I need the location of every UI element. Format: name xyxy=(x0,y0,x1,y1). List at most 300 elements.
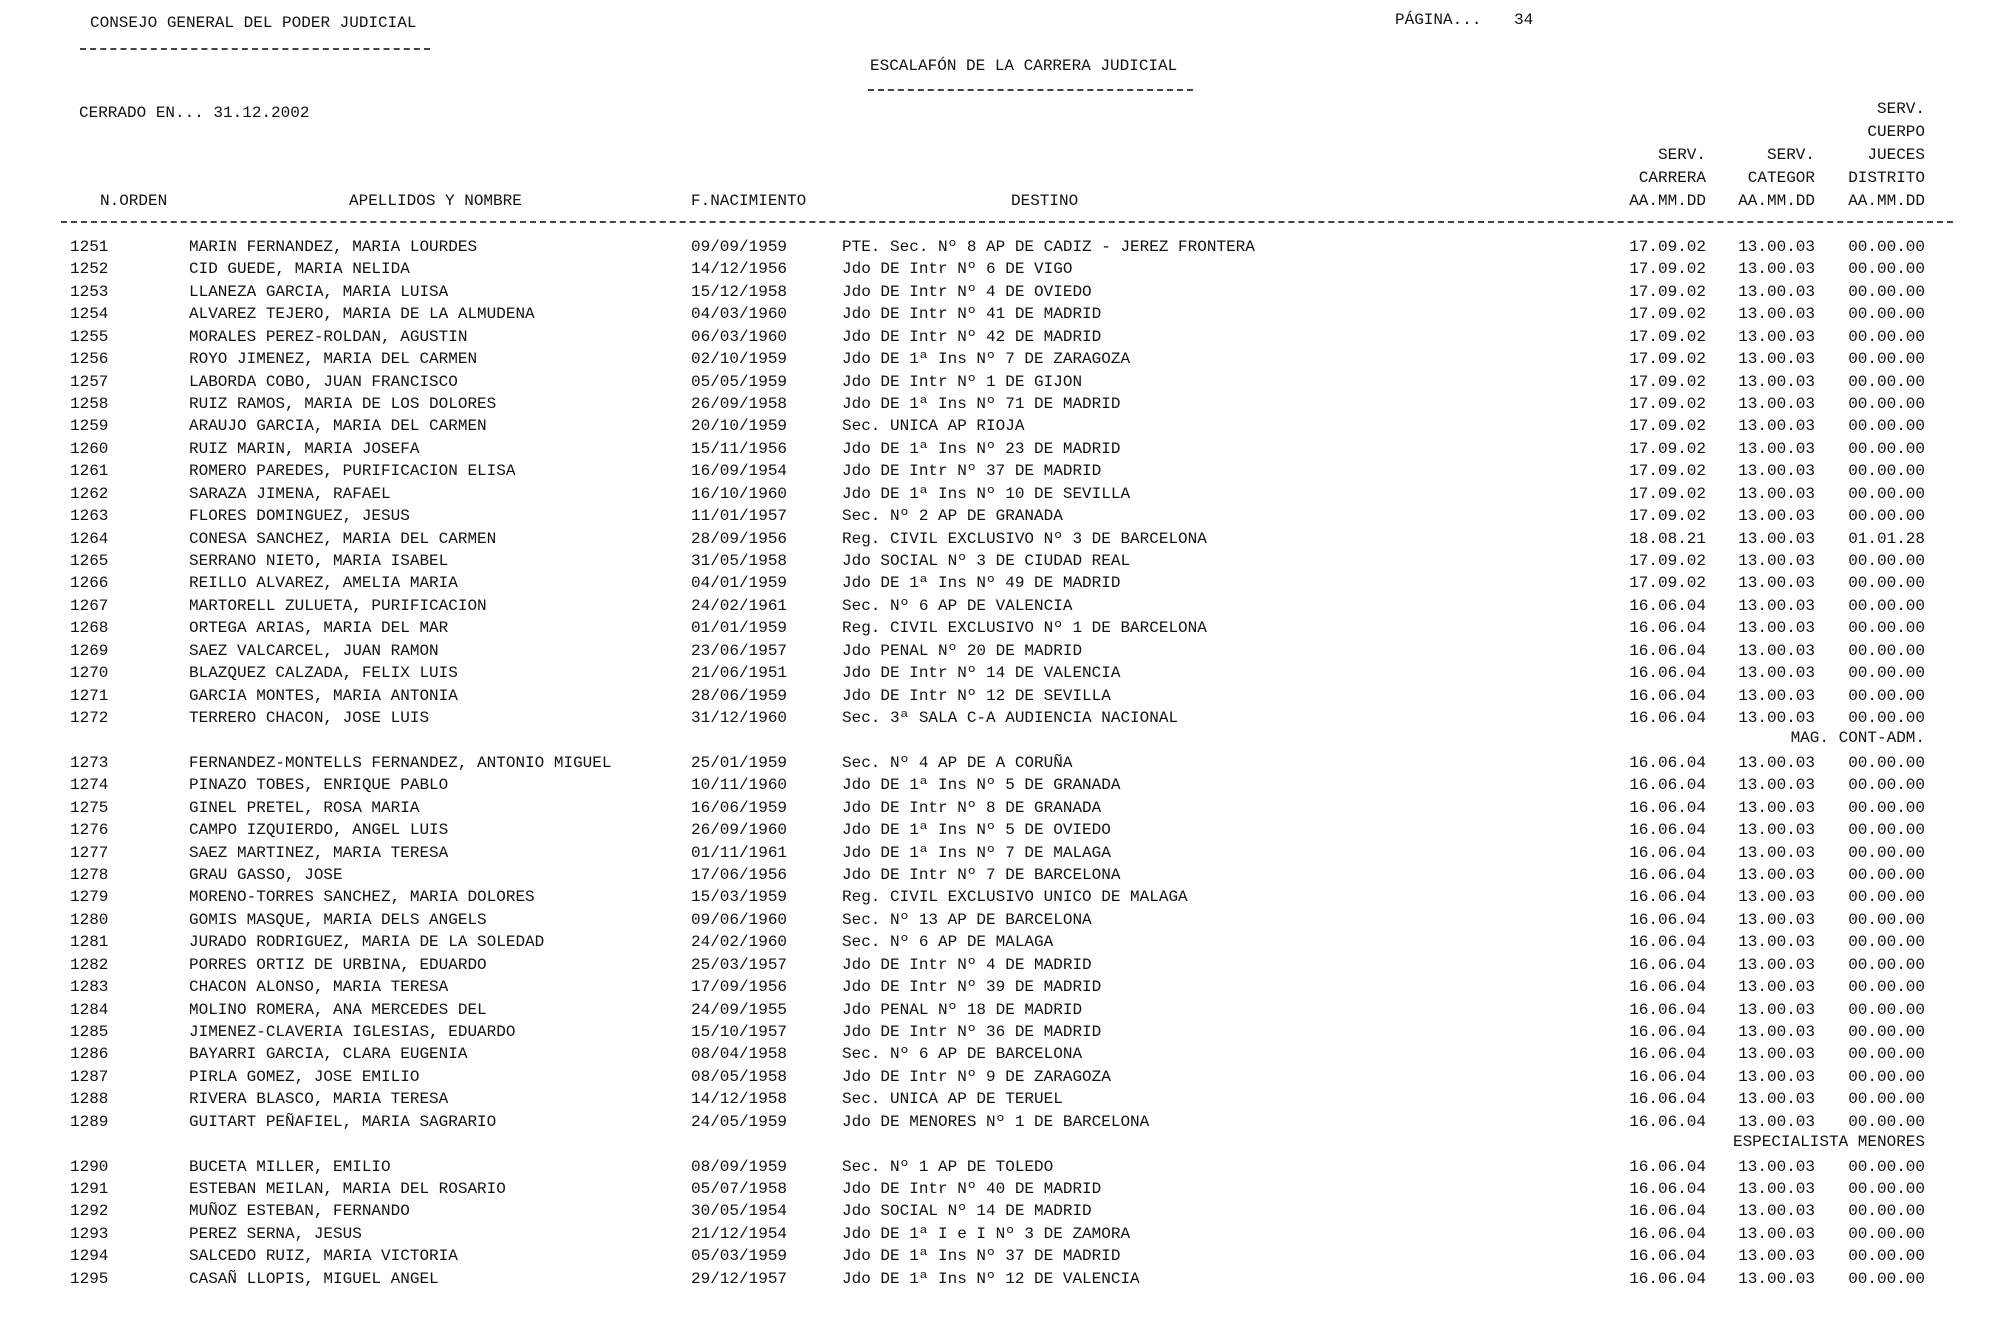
cell-serv-carrera: 17.09.02 xyxy=(1629,238,1706,256)
cell-serv-carrera: 16.06.04 xyxy=(1629,910,1706,929)
cell-orden: 1279 xyxy=(70,888,109,907)
page-number: 34 xyxy=(1514,11,1534,29)
cell-destino: Sec. UNICA AP RIOJA xyxy=(842,417,1025,436)
cell-serv-categor: 13.00.03 xyxy=(1738,574,1815,593)
cell-nombre: RUIZ MARIN, MARIA JOSEFA xyxy=(189,439,420,458)
cell-nacimiento: 15/12/1958 xyxy=(691,282,788,301)
cell-nacimiento: 28/06/1959 xyxy=(691,686,788,705)
header-categor-2: CATEGOR xyxy=(1747,169,1815,187)
cell-nombre: MARTORELL ZULUETA, PURIFICACION xyxy=(189,596,487,615)
cell-serv-distrito: 00.00.00 xyxy=(1848,910,1925,929)
cell-serv-distrito: 00.00.00 xyxy=(1848,1000,1925,1019)
cell-serv-distrito: 00.00.00 xyxy=(1848,305,1925,324)
cell-orden: 1292 xyxy=(70,1202,109,1221)
cell-nacimiento: 14/12/1958 xyxy=(691,1090,788,1109)
cell-serv-carrera: 16.06.04 xyxy=(1629,1045,1706,1064)
cell-orden: 1258 xyxy=(70,395,109,413)
cell-serv-categor: 13.00.03 xyxy=(1738,1045,1815,1064)
header-carrera-2: CARRERA xyxy=(1638,169,1706,187)
cell-nombre: ROYO JIMENEZ, MARIA DEL CARMEN xyxy=(189,350,478,369)
cell-nombre: SERRANO NIETO, MARIA ISABEL xyxy=(189,552,449,571)
cell-nombre: GINEL PRETEL, ROSA MARIA xyxy=(189,798,420,817)
cell-orden: 1276 xyxy=(70,821,109,840)
cell-orden: 1261 xyxy=(70,462,109,481)
cell-serv-distrito: 00.00.00 xyxy=(1848,1090,1925,1109)
cell-serv-carrera: 16.06.04 xyxy=(1629,1112,1706,1131)
header-distrito-3: JUECES xyxy=(1867,146,1925,164)
cell-nombre: RUIZ RAMOS, MARIA DE LOS DOLORES xyxy=(189,395,497,413)
table-row xyxy=(0,438,2000,460)
table-row xyxy=(0,640,2000,662)
table-row xyxy=(0,1066,2000,1088)
cell-nacimiento: 14/12/1956 xyxy=(691,260,788,279)
cell-nombre: CID GUEDE, MARIA NELIDA xyxy=(189,260,410,279)
cell-serv-carrera: 16.06.04 xyxy=(1629,686,1706,705)
cell-serv-distrito: 00.00.00 xyxy=(1848,1023,1925,1042)
cell-serv-categor: 13.00.03 xyxy=(1738,350,1815,369)
row-note: ESPECIALISTA MENORES xyxy=(1732,1133,1925,1152)
table-row xyxy=(0,1200,2000,1222)
table-row xyxy=(0,1268,2000,1290)
cell-serv-carrera: 16.06.04 xyxy=(1629,709,1706,728)
cell-destino: Jdo DE 1ª Ins Nº 71 DE MADRID xyxy=(842,395,1121,413)
cell-destino: Jdo DE Intr Nº 4 DE OVIEDO xyxy=(842,282,1092,301)
cell-nombre: SAEZ MARTINEZ, MARIA TERESA xyxy=(189,843,449,862)
cell-nombre: TERRERO CHACON, JOSE LUIS xyxy=(189,709,430,728)
cell-destino: Jdo DE 1ª Ins Nº 7 DE ZARAGOZA xyxy=(842,350,1131,369)
cell-serv-carrera: 16.06.04 xyxy=(1629,1157,1706,1176)
cell-serv-categor: 13.00.03 xyxy=(1738,395,1815,413)
cell-destino: Jdo DE Intr Nº 9 DE ZARAGOZA xyxy=(842,1067,1111,1086)
cell-nombre: ORTEGA ARIAS, MARIA DEL MAR xyxy=(189,619,449,638)
cell-orden: 1265 xyxy=(70,552,109,571)
table-row xyxy=(0,864,2000,886)
cell-serv-carrera: 17.09.02 xyxy=(1629,305,1706,324)
cell-destino: Jdo DE Intr Nº 42 DE MADRID xyxy=(842,327,1102,346)
cell-destino: Sec. Nº 13 AP DE BARCELONA xyxy=(842,910,1092,929)
cell-destino: Jdo DE 1ª Ins Nº 12 DE VALENCIA xyxy=(842,1269,1140,1288)
cell-serv-carrera: 16.06.04 xyxy=(1629,1180,1706,1199)
cell-orden: 1260 xyxy=(70,439,109,458)
cell-serv-categor: 13.00.03 xyxy=(1738,596,1815,615)
cell-serv-categor: 13.00.03 xyxy=(1738,327,1815,346)
cell-destino: Jdo DE Intr Nº 40 DE MADRID xyxy=(842,1180,1102,1199)
cell-serv-carrera: 17.09.02 xyxy=(1629,282,1706,301)
cell-serv-distrito: 00.00.00 xyxy=(1848,282,1925,301)
cell-destino: Jdo DE Intr Nº 36 DE MADRID xyxy=(842,1023,1102,1042)
cell-nacimiento: 05/07/1958 xyxy=(691,1180,788,1199)
cell-nacimiento: 01/11/1961 xyxy=(691,843,788,862)
cell-destino: Sec. Nº 6 AP DE VALENCIA xyxy=(842,596,1073,615)
cell-serv-distrito: 00.00.00 xyxy=(1848,1067,1925,1086)
cell-nacimiento: 16/06/1959 xyxy=(691,798,788,817)
table-row xyxy=(0,662,2000,684)
cell-serv-categor: 13.00.03 xyxy=(1738,238,1815,256)
cell-nombre: MORENO-TORRES SANCHEZ, MARIA DOLORES xyxy=(189,888,535,907)
cell-nacimiento: 28/09/1956 xyxy=(691,529,788,548)
cell-orden: 1264 xyxy=(70,529,109,548)
cell-destino: Sec. Nº 2 AP DE GRANADA xyxy=(842,507,1063,526)
cell-destino: Jdo DE Intr Nº 41 DE MADRID xyxy=(842,305,1102,324)
cell-serv-categor: 13.00.03 xyxy=(1738,260,1815,279)
cell-nacimiento: 05/05/1959 xyxy=(691,372,788,391)
header-divider xyxy=(61,221,1953,223)
table-row xyxy=(0,1088,2000,1110)
cell-serv-carrera: 16.06.04 xyxy=(1629,978,1706,997)
cell-orden: 1280 xyxy=(70,910,109,929)
cell-serv-distrito: 00.00.00 xyxy=(1848,462,1925,481)
table-row xyxy=(0,303,2000,325)
cell-nacimiento: 08/04/1958 xyxy=(691,1045,788,1064)
header-categor-3: AA.MM.DD xyxy=(1738,192,1815,210)
table-row xyxy=(0,550,2000,572)
cell-nacimiento: 08/09/1959 xyxy=(691,1157,788,1176)
cell-serv-distrito: 00.00.00 xyxy=(1848,888,1925,907)
cell-nacimiento: 08/05/1958 xyxy=(691,1067,788,1086)
cell-orden: 1290 xyxy=(70,1157,109,1176)
cell-serv-carrera: 17.09.02 xyxy=(1629,462,1706,481)
closed-date: CERRADO EN... 31.12.2002 xyxy=(79,104,310,122)
cell-serv-distrito: 01.01.28 xyxy=(1848,529,1925,548)
header-distrito-4: DISTRITO xyxy=(1848,169,1925,187)
cell-nombre: PINAZO TOBES, ENRIQUE PABLO xyxy=(189,776,449,795)
cell-nombre: MARIN FERNANDEZ, MARIA LOURDES xyxy=(189,238,478,256)
cell-orden: 1291 xyxy=(70,1180,109,1199)
cell-serv-carrera: 16.06.04 xyxy=(1629,776,1706,795)
cell-orden: 1256 xyxy=(70,350,109,369)
table-row xyxy=(0,774,2000,796)
cell-destino: Jdo DE Intr Nº 37 DE MADRID xyxy=(842,462,1102,481)
cell-serv-carrera: 16.06.04 xyxy=(1629,1067,1706,1086)
cell-serv-carrera: 16.06.04 xyxy=(1629,641,1706,660)
cell-nombre: BUCETA MILLER, EMILIO xyxy=(189,1157,391,1176)
cell-nacimiento: 15/11/1956 xyxy=(691,439,788,458)
cell-orden: 1263 xyxy=(70,507,109,526)
cell-serv-carrera: 17.09.02 xyxy=(1629,484,1706,503)
table-row xyxy=(0,1043,2000,1065)
cell-serv-categor: 13.00.03 xyxy=(1738,372,1815,391)
cell-nacimiento: 16/09/1954 xyxy=(691,462,788,481)
cell-serv-categor: 13.00.03 xyxy=(1738,1224,1815,1243)
cell-nombre: SARAZA JIMENA, RAFAEL xyxy=(189,484,391,503)
cell-serv-categor: 13.00.03 xyxy=(1738,305,1815,324)
cell-serv-carrera: 17.09.02 xyxy=(1629,507,1706,526)
cell-nombre: PIRLA GOMEZ, JOSE EMILIO xyxy=(189,1067,420,1086)
cell-nacimiento: 04/01/1959 xyxy=(691,574,788,593)
cell-serv-distrito: 00.00.00 xyxy=(1848,507,1925,526)
cell-serv-distrito: 00.00.00 xyxy=(1848,955,1925,974)
cell-destino: Sec. Nº 1 AP DE TOLEDO xyxy=(842,1157,1054,1176)
cell-serv-categor: 13.00.03 xyxy=(1738,417,1815,436)
cell-serv-distrito: 00.00.00 xyxy=(1848,1247,1925,1266)
cell-nacimiento: 23/06/1957 xyxy=(691,641,788,660)
cell-nombre: FERNANDEZ-MONTELLS FERNANDEZ, ANTONIO MIGUEL xyxy=(189,753,612,772)
cell-orden: 1287 xyxy=(70,1067,109,1086)
cell-orden: 1294 xyxy=(70,1247,109,1266)
cell-orden: 1275 xyxy=(70,798,109,817)
cell-destino: Reg. CIVIL EXCLUSIVO Nº 1 DE BARCELONA xyxy=(842,619,1207,638)
cell-serv-categor: 13.00.03 xyxy=(1738,484,1815,503)
table-row xyxy=(0,505,2000,527)
cell-orden: 1272 xyxy=(70,709,109,728)
cell-orden: 1268 xyxy=(70,619,109,638)
divider xyxy=(868,89,1193,91)
cell-serv-carrera: 17.09.02 xyxy=(1629,327,1706,346)
cell-serv-distrito: 00.00.00 xyxy=(1848,753,1925,772)
cell-nacimiento: 15/10/1957 xyxy=(691,1023,788,1042)
cell-serv-distrito: 00.00.00 xyxy=(1848,866,1925,885)
cell-nacimiento: 29/12/1957 xyxy=(691,1269,788,1288)
cell-serv-carrera: 16.06.04 xyxy=(1629,933,1706,952)
header-nombre: APELLIDOS Y NOMBRE xyxy=(349,192,522,210)
cell-destino: Jdo DE Intr Nº 14 DE VALENCIA xyxy=(842,664,1121,683)
cell-nacimiento: 16/10/1960 xyxy=(691,484,788,503)
cell-serv-categor: 13.00.03 xyxy=(1738,619,1815,638)
cell-serv-categor: 13.00.03 xyxy=(1738,843,1815,862)
table-row xyxy=(0,393,2000,415)
table-row xyxy=(0,528,2000,550)
cell-serv-categor: 13.00.03 xyxy=(1738,1157,1815,1176)
cell-nombre: GUITART PEÑAFIEL, MARIA SAGRARIO xyxy=(189,1112,497,1131)
cell-serv-carrera: 16.06.04 xyxy=(1629,664,1706,683)
cell-orden: 1283 xyxy=(70,978,109,997)
cell-serv-categor: 13.00.03 xyxy=(1738,866,1815,885)
cell-serv-carrera: 17.09.02 xyxy=(1629,439,1706,458)
cell-orden: 1262 xyxy=(70,484,109,503)
cell-nacimiento: 26/09/1958 xyxy=(691,395,788,413)
cell-serv-carrera: 16.06.04 xyxy=(1629,843,1706,862)
cell-nombre: ESTEBAN MEILAN, MARIA DEL ROSARIO xyxy=(189,1180,506,1199)
cell-nacimiento: 26/09/1960 xyxy=(691,821,788,840)
cell-nombre: JURADO RODRIGUEZ, MARIA DE LA SOLEDAD xyxy=(189,933,545,952)
cell-nacimiento: 21/12/1954 xyxy=(691,1224,788,1243)
cell-nacimiento: 10/11/1960 xyxy=(691,776,788,795)
cell-orden: 1281 xyxy=(70,933,109,952)
cell-orden: 1270 xyxy=(70,664,109,683)
cell-serv-distrito: 00.00.00 xyxy=(1848,776,1925,795)
cell-serv-carrera: 17.09.02 xyxy=(1629,574,1706,593)
cell-serv-carrera: 16.06.04 xyxy=(1629,1090,1706,1109)
cell-serv-carrera: 16.06.04 xyxy=(1629,753,1706,772)
cell-nombre: FLORES DOMINGUEZ, JESUS xyxy=(189,507,410,526)
cell-nacimiento: 24/02/1961 xyxy=(691,596,788,615)
header-distrito-1: SERV. xyxy=(1876,100,1925,118)
cell-serv-distrito: 00.00.00 xyxy=(1848,1180,1925,1199)
cell-nombre: GRAU GASSO, JOSE xyxy=(189,866,343,885)
cell-serv-distrito: 00.00.00 xyxy=(1848,1112,1925,1131)
cell-orden: 1259 xyxy=(70,417,109,436)
cell-orden: 1288 xyxy=(70,1090,109,1109)
cell-serv-categor: 13.00.03 xyxy=(1738,641,1815,660)
cell-destino: Jdo DE 1ª Ins Nº 7 DE MALAGA xyxy=(842,843,1111,862)
cell-destino: Sec. Nº 4 AP DE A CORUÑA xyxy=(842,753,1073,772)
table-row xyxy=(0,348,2000,370)
cell-serv-carrera: 17.09.02 xyxy=(1629,417,1706,436)
cell-serv-distrito: 00.00.00 xyxy=(1848,350,1925,369)
cell-serv-categor: 13.00.03 xyxy=(1738,1180,1815,1199)
table-row xyxy=(0,999,2000,1021)
cell-nacimiento: 31/05/1958 xyxy=(691,552,788,571)
table-row xyxy=(0,752,2000,774)
cell-orden: 1295 xyxy=(70,1269,109,1288)
table-row xyxy=(0,707,2000,729)
cell-nombre: MOLINO ROMERA, ANA MERCEDES DEL xyxy=(189,1000,487,1019)
cell-serv-carrera: 17.09.02 xyxy=(1629,395,1706,413)
cell-nacimiento: 09/09/1959 xyxy=(691,238,788,256)
cell-nombre: GARCIA MONTES, MARIA ANTONIA xyxy=(189,686,458,705)
cell-serv-distrito: 00.00.00 xyxy=(1848,978,1925,997)
cell-destino: Jdo DE 1ª Ins Nº 5 DE GRANADA xyxy=(842,776,1121,795)
cell-nombre: REILLO ALVAREZ, AMELIA MARIA xyxy=(189,574,458,593)
cell-nacimiento: 15/03/1959 xyxy=(691,888,788,907)
cell-serv-distrito: 00.00.00 xyxy=(1848,439,1925,458)
cell-orden: 1282 xyxy=(70,955,109,974)
cell-nombre: MORALES PEREZ-ROLDAN, AGUSTIN xyxy=(189,327,468,346)
cell-nacimiento: 25/03/1957 xyxy=(691,955,788,974)
cell-destino: Jdo DE MENORES Nº 1 DE BARCELONA xyxy=(842,1112,1150,1131)
cell-serv-carrera: 16.06.04 xyxy=(1629,866,1706,885)
cell-serv-distrito: 00.00.00 xyxy=(1848,484,1925,503)
cell-destino: Jdo DE Intr Nº 39 DE MADRID xyxy=(842,978,1102,997)
cell-destino: Sec. UNICA AP DE TERUEL xyxy=(842,1090,1063,1109)
cell-serv-carrera: 18.08.21 xyxy=(1629,529,1706,548)
cell-serv-distrito: 00.00.00 xyxy=(1848,238,1925,256)
cell-serv-carrera: 16.06.04 xyxy=(1629,619,1706,638)
cell-destino: Jdo DE 1ª Ins Nº 37 DE MADRID xyxy=(842,1247,1121,1266)
table-row xyxy=(0,954,2000,976)
cell-serv-categor: 13.00.03 xyxy=(1738,798,1815,817)
cell-orden: 1289 xyxy=(70,1112,109,1131)
cell-orden: 1273 xyxy=(70,753,109,772)
cell-serv-categor: 13.00.03 xyxy=(1738,1247,1815,1266)
table-row xyxy=(0,415,2000,437)
cell-orden: 1286 xyxy=(70,1045,109,1064)
cell-serv-carrera: 16.06.04 xyxy=(1629,888,1706,907)
cell-nombre: ALVAREZ TEJERO, MARIA DE LA ALMUDENA xyxy=(189,305,535,324)
cell-orden: 1251 xyxy=(70,238,109,256)
cell-serv-categor: 13.00.03 xyxy=(1738,709,1815,728)
cell-nacimiento: 04/03/1960 xyxy=(691,305,788,324)
cell-serv-carrera: 17.09.02 xyxy=(1629,372,1706,391)
cell-serv-categor: 13.00.03 xyxy=(1738,1000,1815,1019)
document-title: ESCALAFÓN DE LA CARRERA JUDICIAL xyxy=(870,57,1178,75)
cell-nacimiento: 30/05/1954 xyxy=(691,1202,788,1221)
header-nacimiento: F.NACIMIENTO xyxy=(691,192,807,210)
cell-serv-distrito: 00.00.00 xyxy=(1848,260,1925,279)
cell-destino: Jdo DE 1ª Ins Nº 23 DE MADRID xyxy=(842,439,1121,458)
cell-nacimiento: 24/09/1955 xyxy=(691,1000,788,1019)
cell-nacimiento: 01/01/1959 xyxy=(691,619,788,638)
table-row xyxy=(0,931,2000,953)
cell-destino: Reg. CIVIL EXCLUSIVO Nº 3 DE BARCELONA xyxy=(842,529,1207,548)
cell-serv-categor: 13.00.03 xyxy=(1738,978,1815,997)
cell-nombre: BLAZQUEZ CALZADA, FELIX LUIS xyxy=(189,664,458,683)
cell-nombre: SALCEDO RUIZ, MARIA VICTORIA xyxy=(189,1247,458,1266)
cell-serv-distrito: 00.00.00 xyxy=(1848,641,1925,660)
cell-serv-distrito: 00.00.00 xyxy=(1848,686,1925,705)
cell-serv-categor: 13.00.03 xyxy=(1738,282,1815,301)
cell-destino: PTE. Sec. Nº 8 AP DE CADIZ - JEREZ FRONTERA xyxy=(842,238,1255,256)
cell-orden: 1277 xyxy=(70,843,109,862)
cell-orden: 1284 xyxy=(70,1000,109,1019)
cell-serv-distrito: 00.00.00 xyxy=(1848,843,1925,862)
cell-serv-categor: 13.00.03 xyxy=(1738,776,1815,795)
header-distrito-2: CUERPO xyxy=(1867,123,1925,141)
page-label: PÁGINA... xyxy=(1395,11,1482,29)
header-orden: N.ORDEN xyxy=(100,192,168,210)
cell-serv-categor: 13.00.03 xyxy=(1738,1202,1815,1221)
cell-serv-categor: 13.00.03 xyxy=(1738,1067,1815,1086)
cell-serv-categor: 13.00.03 xyxy=(1738,507,1815,526)
cell-serv-carrera: 16.06.04 xyxy=(1629,955,1706,974)
table-row xyxy=(0,1111,2000,1133)
cell-orden: 1271 xyxy=(70,686,109,705)
row-note: MAG. CONT-ADM. xyxy=(1790,729,1925,748)
table-row xyxy=(0,572,2000,594)
header-destino: DESTINO xyxy=(1011,192,1079,210)
cell-serv-distrito: 00.00.00 xyxy=(1848,1269,1925,1288)
cell-serv-carrera: 17.09.02 xyxy=(1629,350,1706,369)
cell-nombre: CONESA SANCHEZ, MARIA DEL CARMEN xyxy=(189,529,497,548)
cell-nacimiento: 02/10/1959 xyxy=(691,350,788,369)
cell-serv-carrera: 16.06.04 xyxy=(1629,1202,1706,1221)
cell-serv-distrito: 00.00.00 xyxy=(1848,395,1925,413)
cell-serv-distrito: 00.00.00 xyxy=(1848,596,1925,615)
cell-destino: Jdo DE Intr Nº 8 DE GRANADA xyxy=(842,798,1102,817)
cell-serv-categor: 13.00.03 xyxy=(1738,462,1815,481)
cell-serv-carrera: 17.09.02 xyxy=(1629,552,1706,571)
cell-nombre: BAYARRI GARCIA, CLARA EUGENIA xyxy=(189,1045,468,1064)
cell-serv-distrito: 00.00.00 xyxy=(1848,709,1925,728)
cell-destino: Jdo DE 1ª Ins Nº 10 DE SEVILLA xyxy=(842,484,1131,503)
cell-serv-carrera: 16.06.04 xyxy=(1629,798,1706,817)
cell-nacimiento: 25/01/1959 xyxy=(691,753,788,772)
cell-nombre: CASAÑ LLOPIS, MIGUEL ANGEL xyxy=(189,1269,439,1288)
cell-serv-carrera: 16.06.04 xyxy=(1629,596,1706,615)
cell-serv-distrito: 00.00.00 xyxy=(1848,664,1925,683)
cell-serv-categor: 13.00.03 xyxy=(1738,529,1815,548)
cell-serv-categor: 13.00.03 xyxy=(1738,910,1815,929)
divider xyxy=(80,48,430,50)
table-row xyxy=(0,842,2000,864)
cell-orden: 1274 xyxy=(70,776,109,795)
cell-destino: Sec. Nº 6 AP DE BARCELONA xyxy=(842,1045,1083,1064)
cell-orden: 1269 xyxy=(70,641,109,660)
cell-orden: 1278 xyxy=(70,866,109,885)
cell-serv-carrera: 16.06.04 xyxy=(1629,1023,1706,1042)
header-categor-1: SERV. xyxy=(1766,146,1815,164)
table-row xyxy=(0,1245,2000,1267)
cell-serv-categor: 13.00.03 xyxy=(1738,1112,1815,1131)
cell-serv-carrera: 16.06.04 xyxy=(1629,1269,1706,1288)
table-row xyxy=(0,819,2000,841)
cell-serv-distrito: 00.00.00 xyxy=(1848,372,1925,391)
cell-destino: Jdo DE Intr Nº 12 DE SEVILLA xyxy=(842,686,1111,705)
table-row xyxy=(0,1178,2000,1200)
table-row xyxy=(0,909,2000,931)
cell-nombre: PEREZ SERNA, JESUS xyxy=(189,1224,362,1243)
cell-serv-distrito: 00.00.00 xyxy=(1848,1045,1925,1064)
cell-serv-categor: 13.00.03 xyxy=(1738,955,1815,974)
table-row xyxy=(0,258,2000,280)
cell-orden: 1266 xyxy=(70,574,109,593)
cell-nacimiento: 31/12/1960 xyxy=(691,709,788,728)
cell-nacimiento: 06/03/1960 xyxy=(691,327,788,346)
table-row xyxy=(0,1156,2000,1178)
cell-nacimiento: 21/06/1951 xyxy=(691,664,788,683)
cell-serv-distrito: 00.00.00 xyxy=(1848,327,1925,346)
cell-orden: 1267 xyxy=(70,596,109,615)
